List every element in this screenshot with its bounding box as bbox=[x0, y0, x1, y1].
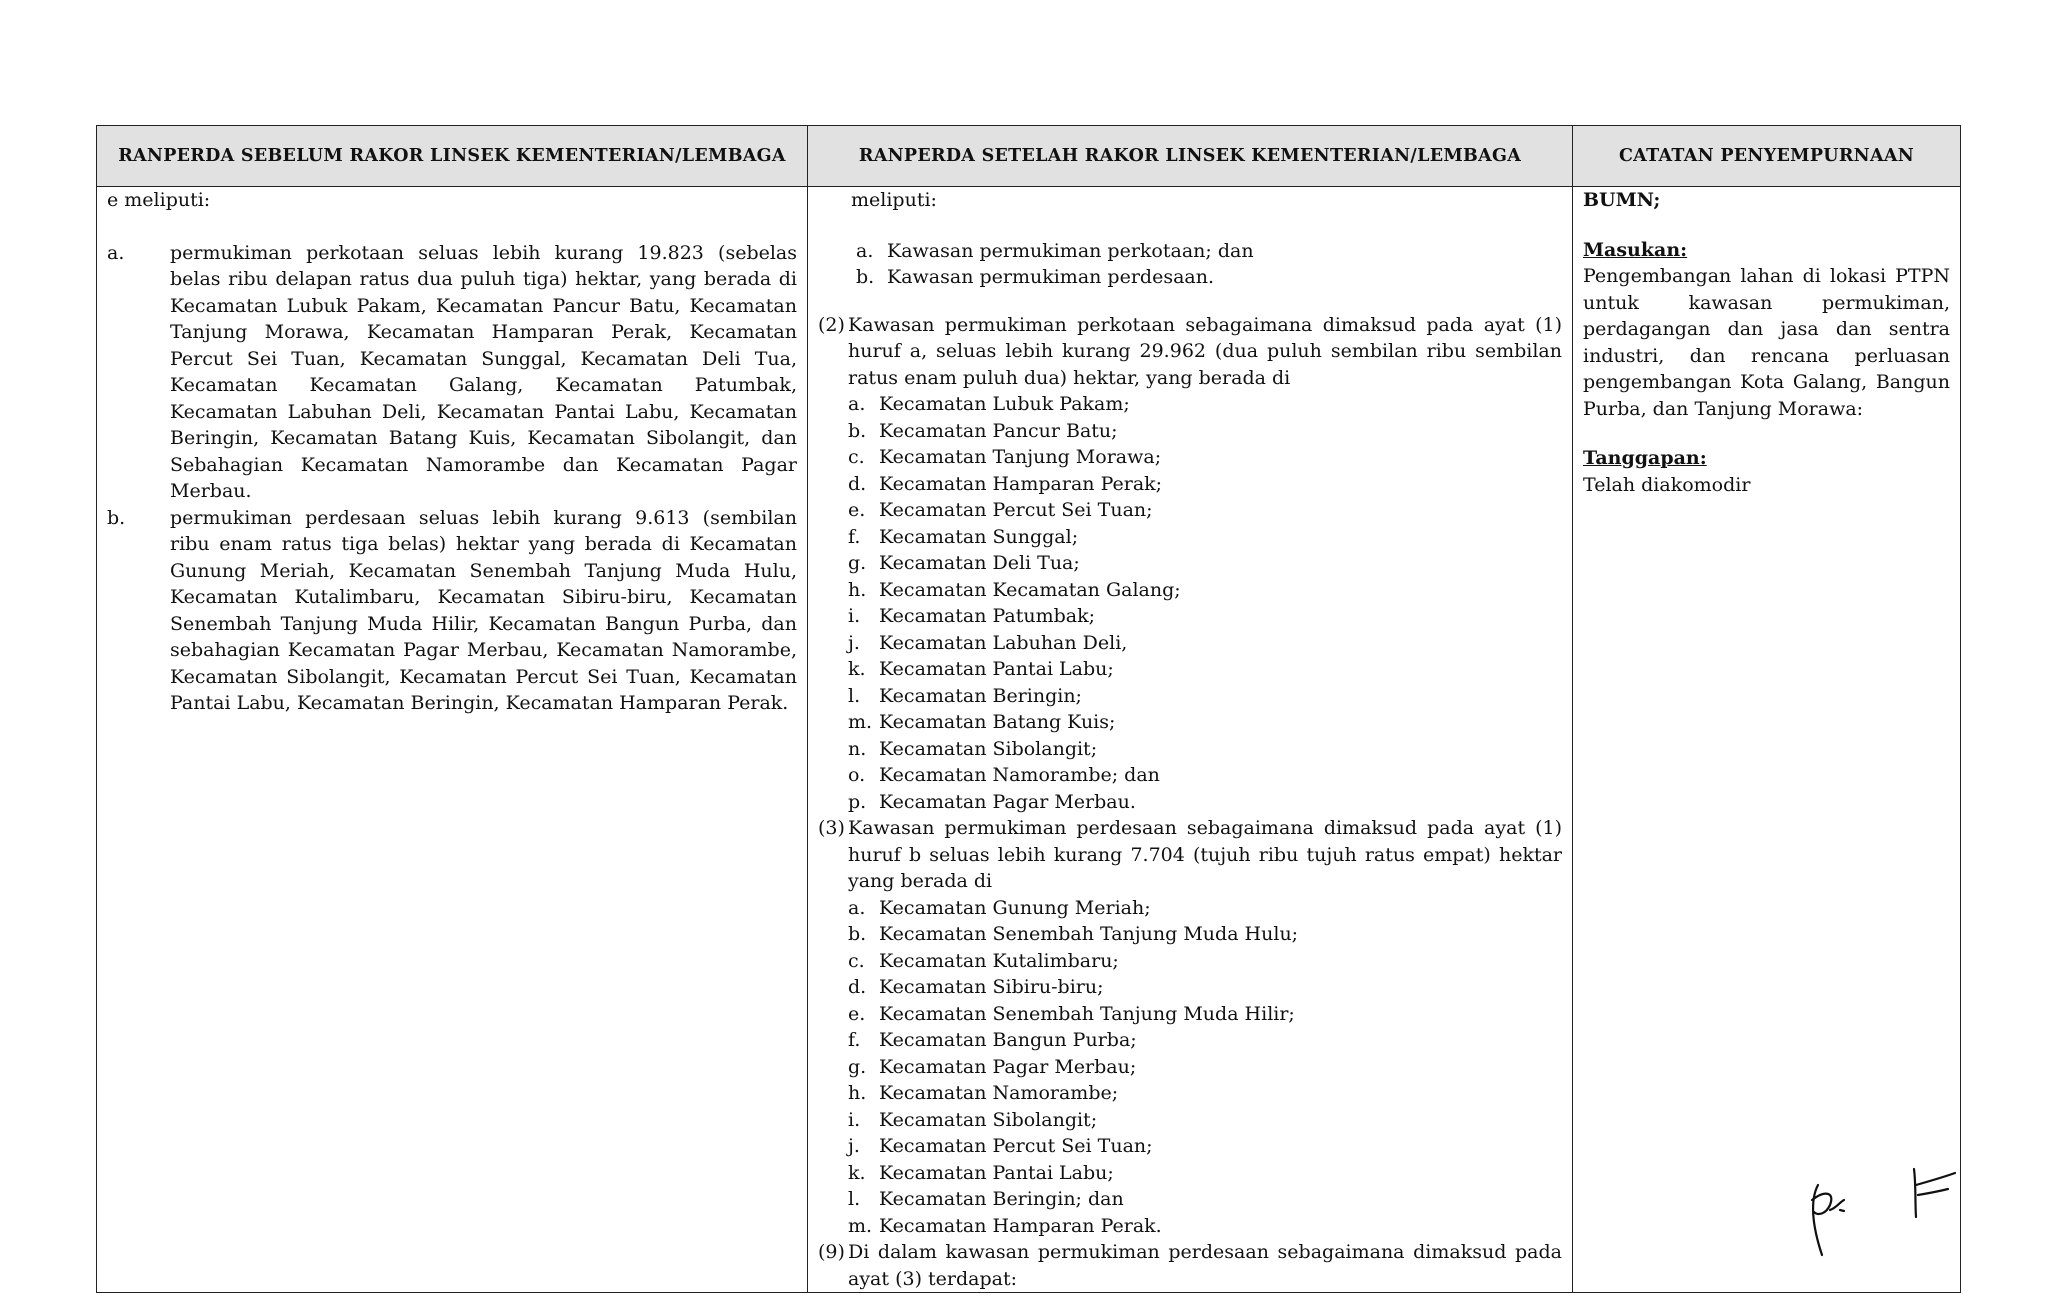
paragraph-number: (3) bbox=[818, 817, 845, 839]
list-item bbox=[848, 603, 1562, 630]
list-item bbox=[848, 1186, 1562, 1213]
list-item-label: k. bbox=[848, 1161, 866, 1184]
list-item bbox=[848, 736, 1562, 763]
comparison-table bbox=[96, 125, 1961, 1293]
list-item-label: e. bbox=[848, 1002, 866, 1025]
tanggapan-label: Tanggapan: bbox=[1583, 447, 1707, 469]
list-item bbox=[848, 1027, 1562, 1054]
table-header-row bbox=[97, 126, 1961, 187]
list-item-label: m. bbox=[848, 711, 873, 733]
paragraph-text: Kawasan permukiman perkotaan sebagaimana dimaksud pada ayat (1) huruf a, seluas lebih kurang 29.962 (dua puluh sembilan ribu sembilan ratus enam puluh dua) hektar, yang berada di bbox=[848, 313, 1562, 389]
list-item-label: a. bbox=[848, 896, 866, 919]
list-item bbox=[848, 418, 1562, 445]
list-item bbox=[848, 656, 1562, 683]
list-item-label: a. bbox=[848, 393, 866, 415]
list-item-text: Kecamatan Pantai Labu; bbox=[879, 658, 1114, 680]
list-item-text: Kecamatan Percut Sei Tuan; bbox=[879, 499, 1153, 521]
paragraph-2-list bbox=[818, 391, 1562, 815]
table-row bbox=[97, 187, 1961, 1293]
list-item-text: Kecamatan Pancur Batu; bbox=[879, 419, 1118, 442]
paragraph-2 bbox=[818, 312, 1562, 392]
list-item-text: Kecamatan Pagar Merbau; bbox=[879, 1055, 1137, 1078]
paragraph-number: (2) bbox=[818, 313, 845, 336]
before-item-text: permukiman perdesaan seluas lebih kurang 9.613 (sembilan ribu enam ratus tiga belas) hektar yang berada di Kecamatan Gunung Meriah, Kecamatan Senembah Tanjung Muda Hulu, Kecamatan Kutalimbaru, Kecamatan Sibiru-biru, Kecamatan Senembah Tanjung Muda Hilir, Kecamatan Bangun Purba, dan sebahagian Kecamatan Pagar Merbau, Kecamatan Namorambe, Kecamatan Sibolangit, Kecamatan Percut Sei Tuan, Kecamatan Pantai Labu, Kecamatan Beringin, Kecamatan Hamparan Perak. bbox=[170, 506, 797, 714]
paragraph-number: (9) bbox=[818, 1241, 845, 1263]
list-item-label: o. bbox=[848, 764, 866, 786]
list-item bbox=[848, 471, 1562, 498]
list-item-text: Kecamatan Batang Kuis; bbox=[879, 711, 1116, 733]
list-item bbox=[848, 1001, 1562, 1028]
list-item-label: p. bbox=[848, 790, 867, 813]
list-item bbox=[848, 1107, 1562, 1134]
list-item-label: c. bbox=[848, 446, 865, 468]
list-item-text: Kecamatan Beringin; bbox=[879, 684, 1082, 707]
masukan-text: Pengembangan lahan di lokasi PTPN untuk kawasan permukiman, perdagangan dan jasa dan sentra industri, dan rencana perluasan pengembangan Kota Galang, Bangun Purba, dan Tanjung Morawa: bbox=[1583, 265, 1950, 420]
list-item-text: Kecamatan Sibolangit; bbox=[879, 737, 1098, 760]
list-item-text: Kecamatan Gunung Meriah; bbox=[879, 896, 1151, 919]
list-item bbox=[848, 1213, 1562, 1240]
header-notes: CATATAN PENYEMPURNAAN bbox=[1573, 126, 1961, 187]
list-item-text: Kecamatan Pantai Labu; bbox=[879, 1161, 1114, 1184]
paragraph-9 bbox=[818, 1239, 1562, 1292]
paragraph-text: Kawasan permukiman perdesaan sebagaimana dimaksud pada ayat (1) huruf b seluas lebih kurang 7.704 (tujuh ribu tujuh ratus empat) hektar yang berada di bbox=[848, 817, 1562, 892]
list-item bbox=[848, 444, 1562, 471]
list-item bbox=[856, 264, 1562, 291]
before-item bbox=[107, 505, 797, 717]
list-item bbox=[848, 1054, 1562, 1081]
list-item-text: Kecamatan Percut Sei Tuan; bbox=[879, 1135, 1153, 1157]
list-item-label: b. bbox=[848, 419, 867, 442]
list-item-text: Kecamatan Bangun Purba; bbox=[879, 1029, 1137, 1051]
list-item-text: Kecamatan Sibiru-biru; bbox=[879, 976, 1104, 998]
list-item bbox=[856, 238, 1562, 265]
list-item-label: i. bbox=[848, 605, 861, 627]
list-item-text: Kecamatan Kutalimbaru; bbox=[879, 949, 1119, 972]
before-item-label: b. bbox=[107, 506, 126, 529]
list-item-text: Kecamatan Tanjung Morawa; bbox=[879, 446, 1162, 468]
list-item bbox=[848, 1133, 1562, 1160]
list-item-label: g. bbox=[848, 1055, 867, 1078]
list-item-text: Kecamatan Beringin; dan bbox=[879, 1188, 1124, 1210]
cell-after bbox=[808, 187, 1573, 1293]
after-sub-list bbox=[818, 238, 1562, 291]
masukan-label: Masukan: bbox=[1583, 238, 1688, 261]
cell-notes bbox=[1573, 187, 1961, 1293]
list-item-text: Kecamatan Pagar Merbau. bbox=[879, 790, 1136, 813]
header-before: RANPERDA SEBELUM RAKOR LINSEK KEMENTERIAN/LEMBAGA bbox=[97, 126, 808, 187]
list-item-text: Kawasan permukiman perdesaan. bbox=[887, 266, 1214, 288]
list-item-text: Kecamatan Patumbak; bbox=[879, 605, 1096, 627]
list-item-text: Kecamatan Namorambe; bbox=[879, 1082, 1119, 1104]
list-item-text: Kecamatan Sunggal; bbox=[879, 525, 1079, 548]
list-item-text: Kecamatan Namorambe; dan bbox=[879, 764, 1160, 786]
list-item-text: Kecamatan Kecamatan Galang; bbox=[879, 578, 1181, 601]
list-item-label: b. bbox=[848, 923, 867, 945]
list-item-label: m. bbox=[848, 1214, 873, 1237]
list-item-label: l. bbox=[848, 684, 861, 707]
before-item-text: permukiman perkotaan seluas lebih kurang 19.823 (sebelas belas ribu delapan ratus dua puluh tiga) hektar, yang berada di Kecamatan Lubuk Pakam, Kecamatan Pancur Batu, Kecamatan Tanjung Morawa, Kecamatan Hamparan Perak, Kecamatan Percut Sei Tuan, Kecamatan Sunggal, Kecamatan Deli Tua, Kecamatan Kecamatan Galang, Kecamatan Patumbak, Kecamatan Labuhan Deli, Kecamatan Pantai Labu, Kecamatan Beringin, Kecamatan Batang Kuis, Kecamatan Sibolangit, dan Sebahagian Kecamatan Namorambe dan Kecamatan Pagar Merbau. bbox=[170, 241, 797, 502]
paraf-signature-2 bbox=[1900, 1165, 1980, 1225]
list-item-text: Kecamatan Hamparan Perak. bbox=[879, 1214, 1162, 1237]
list-item bbox=[848, 974, 1562, 1001]
list-item-text: Kecamatan Hamparan Perak; bbox=[879, 472, 1163, 495]
list-item bbox=[848, 895, 1562, 922]
list-item bbox=[848, 497, 1562, 524]
before-item-label: a. bbox=[107, 241, 125, 264]
paragraph-3-list bbox=[818, 895, 1562, 1240]
list-item-label: a. bbox=[856, 239, 874, 262]
list-item-text: Kecamatan Labuhan Deli, bbox=[879, 631, 1128, 654]
list-item-label: d. bbox=[848, 472, 867, 495]
list-item-text: Kecamatan Senembah Tanjung Muda Hulu; bbox=[879, 923, 1299, 945]
list-item-text: Kecamatan Lubuk Pakam; bbox=[879, 393, 1130, 415]
cell-before bbox=[97, 187, 808, 1293]
list-item-label: j. bbox=[848, 631, 860, 654]
list-item-text: Kecamatan Senembah Tanjung Muda Hilir; bbox=[879, 1002, 1295, 1025]
list-item-label: f. bbox=[848, 525, 861, 548]
before-item bbox=[107, 240, 797, 505]
list-item-label: i. bbox=[848, 1108, 861, 1131]
list-item bbox=[848, 630, 1562, 657]
after-intro: meliputi: bbox=[851, 189, 937, 211]
list-item-label: h. bbox=[848, 1082, 867, 1104]
list-item-label: c. bbox=[848, 949, 865, 972]
list-item-label: n. bbox=[848, 737, 867, 760]
list-item bbox=[848, 709, 1562, 736]
list-item bbox=[848, 789, 1562, 816]
list-item bbox=[848, 1160, 1562, 1187]
list-item-label: f. bbox=[848, 1029, 861, 1051]
list-item-label: b. bbox=[856, 266, 875, 288]
list-item bbox=[848, 524, 1562, 551]
list-item bbox=[848, 948, 1562, 975]
list-item-label: k. bbox=[848, 658, 866, 680]
list-item bbox=[848, 550, 1562, 577]
list-item-label: h. bbox=[848, 578, 867, 601]
list-item bbox=[848, 921, 1562, 948]
header-after: RANPERDA SETELAH RAKOR LINSEK KEMENTERIAN/LEMBAGA bbox=[808, 126, 1573, 187]
list-item-text: Kecamatan Deli Tua; bbox=[879, 552, 1080, 574]
list-item bbox=[848, 1080, 1562, 1107]
list-item bbox=[848, 577, 1562, 604]
list-item-label: d. bbox=[848, 976, 867, 998]
notes-top: BUMN; bbox=[1583, 189, 1661, 211]
list-item-label: e. bbox=[848, 499, 866, 521]
before-intro: e meliputi: bbox=[107, 189, 211, 211]
list-item bbox=[848, 762, 1562, 789]
list-item bbox=[848, 683, 1562, 710]
list-item-label: j. bbox=[848, 1135, 860, 1157]
tanggapan-text: Telah diakomodir bbox=[1583, 473, 1751, 496]
list-item-text: Kecamatan Sibolangit; bbox=[879, 1108, 1098, 1131]
list-item-label: g. bbox=[848, 552, 867, 574]
list-item-text: Kawasan permukiman perkotaan; dan bbox=[887, 239, 1254, 262]
paragraph-3 bbox=[818, 815, 1562, 895]
paragraph-text: Di dalam kawasan permukiman perdesaan sebagaimana dimaksud pada ayat (3) terdapat: bbox=[848, 1241, 1562, 1290]
list-item-label: l. bbox=[848, 1188, 861, 1210]
list-item bbox=[848, 391, 1562, 418]
